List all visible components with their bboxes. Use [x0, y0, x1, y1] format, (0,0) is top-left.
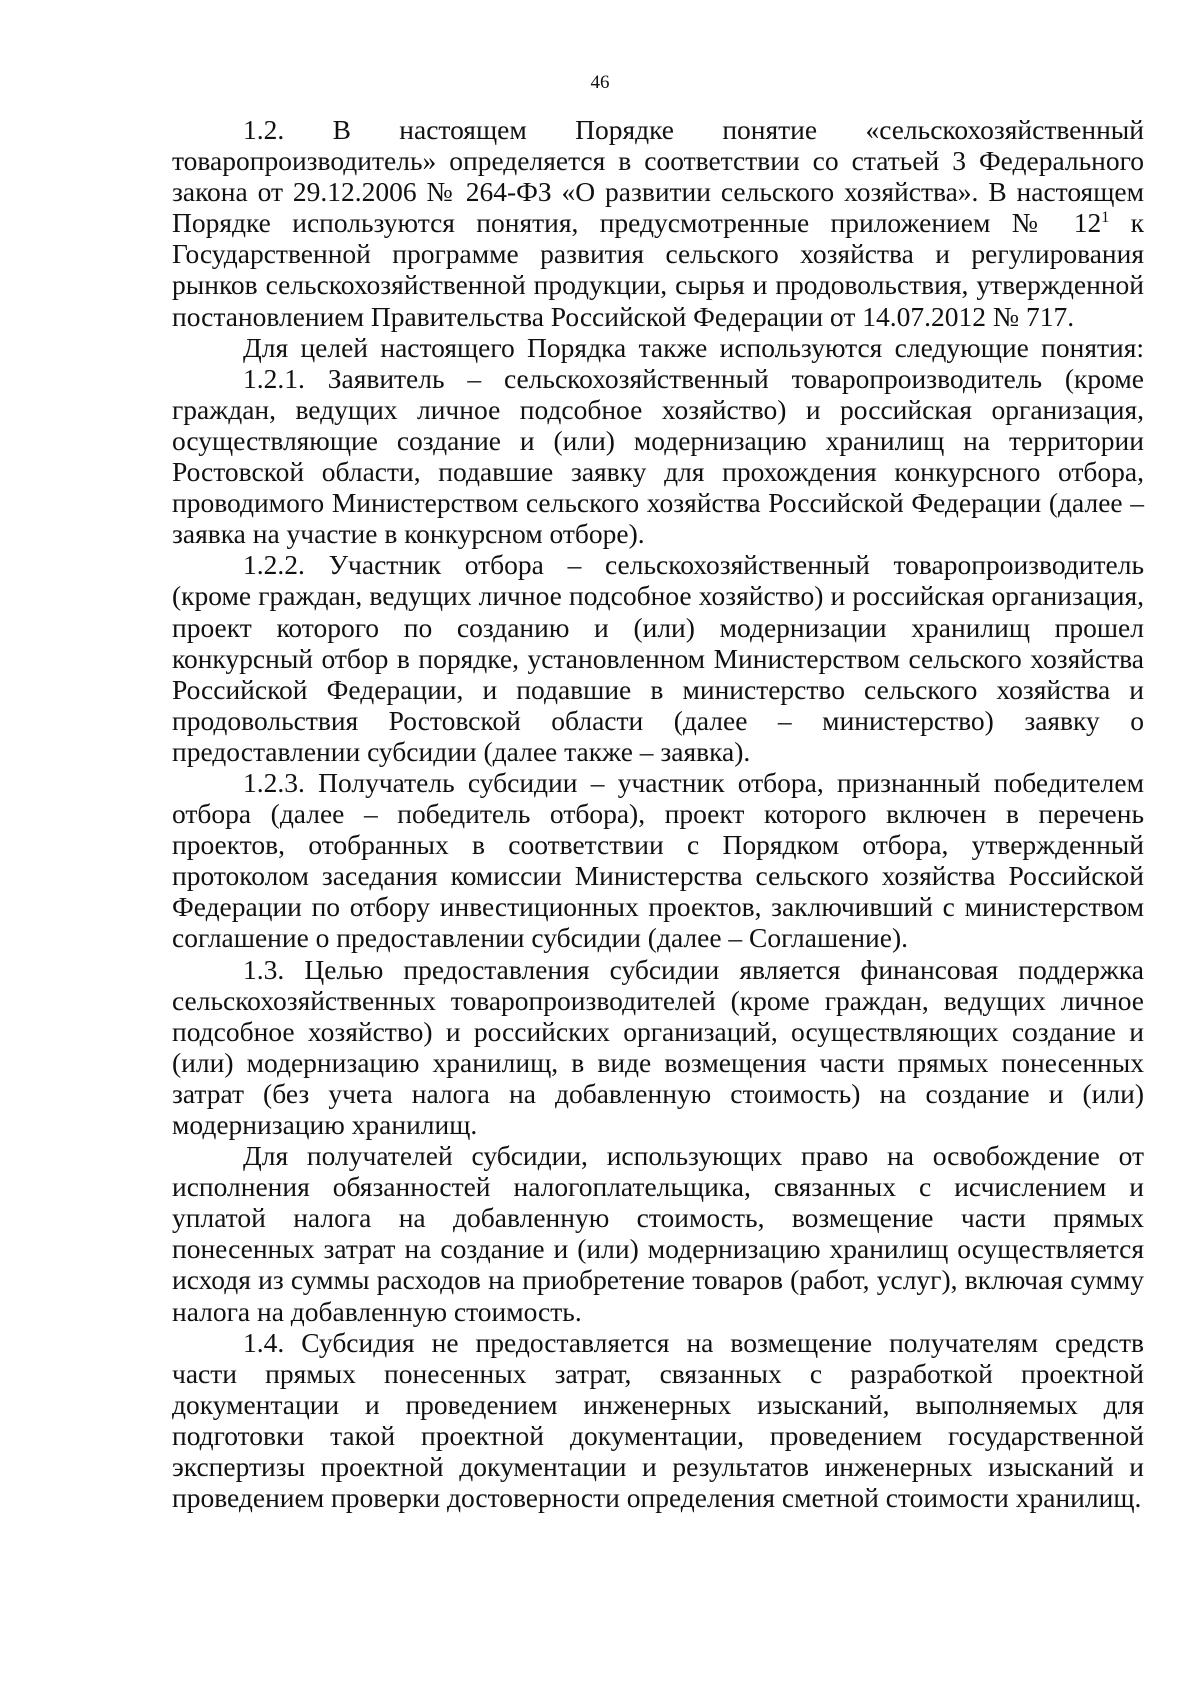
paragraph-1-2-1: 1.2.1. Заявитель – сельскохозяйственный товаропроизводитель (кроме граждан, ведущих личное подсобное хозяйство) и российская организация, осуществляющие создание и (или) модернизацию хранилищ на территории Ростовской области, подавшие заявку для прохождения конкурсного отбора, проводимого Министерством сельского хозяйства Российской Федерации (далее – заявка на участие в конкурсном отборе).: [172, 362, 1144, 550]
paragraph-1-2-text: 1.2. В настоящем Порядке понятие «сельскохозяйственный товаропроизводитель» определяется в соответствии со статьей 3 Федерального закона от 29.12.2006 № 264-ФЗ «О развитии сельского хозяйства». В настоящем Порядке используются понятия, предусмотренные приложением № 12: [172, 114, 1144, 239]
paragraph-1-2-3: 1.2.3. Получатель субсидии – участник отбора, признанный победителем отбора (далее – победитель отбора), проект которого включен в перечень проектов, отобранных в соответствии с Порядком отбора, утвержденный протоколом заседания комиссии Министерства сельского хозяйства Российской Федерации по отбору инвестиционных проектов, заключивший с министерством соглашение о предоставлении субсидии (далее – Соглашение).: [172, 766, 1144, 954]
paragraph-1-2-text-continued: к Государственной программе развития сельского хозяйства и регулирования рынков сельскохозяйственной продукции, сырья и продовольствия, утвержденной постановлением Правительства Российской Федерации от 14.07.2012 № 717.: [172, 207, 1144, 332]
paragraph-1-3: 1.3. Целью предоставления субсидии является финансовая поддержка сельскохозяйственных товаропроизводителей (кроме граждан, ведущих личное подсобное хозяйство) и российских организаций, осуществляющих создание и (или) модернизацию хранилищ, в виде возмещения части прямых понесенных затрат (без учета налога на добавленную стоимость) на создание и (или) модернизацию хранилищ.: [172, 953, 1144, 1140]
paragraph-vat-exemption: Для получателей субсидии, использующих право на освобождение от исполнения обязанностей налогоплательщика, связанных с исчислением и уплатой налога на добавленную стоимость, возмещение части прямых понесенных затрат на создание и (или) модернизацию хранилищ осуществляется исходя из суммы расходов на приобретение товаров (работ, услуг), включая сумму налога на добавленную стоимость.: [172, 1140, 1144, 1327]
document-body: [172, 114, 1144, 1513]
paragraph-definitions-intro: Для целей настоящего Порядка также используются следующие понятия:: [243, 331, 1144, 363]
footnote-superscript: 1: [1101, 209, 1110, 227]
page-number: 46: [590, 72, 610, 93]
paragraph-1-2-2: 1.2.2. Участник отбора – сельскохозяйственный товаропроизводитель (кроме граждан, ведущих личное подсобное хозяйство) и российская организация, проект которого по созданию и (или) модернизации хранилищ прошел конкурсный отбор в порядке, установленном Министерством сельского хозяйства Российской Федерации, и подавшие в министерство сельского хозяйства и продовольствия Ростовской области (далее – министерство) заявку о предоставлении субсидии (далее также – заявка).: [172, 549, 1144, 767]
paragraph-1-4: 1.4. Субсидия не предоставляется на возмещение получателям средств части прямых понесенных затрат, связанных с разработкой проектной документации и проведением инженерных изысканий, выполняемых для подготовки такой проектной документации, проведением государственной экспертизы проектной документации и результатов инженерных изысканий и проведением проверки достоверности определения сметной стоимости хранилищ.: [172, 1326, 1144, 1514]
paragraph-1-2: [172, 114, 1144, 332]
